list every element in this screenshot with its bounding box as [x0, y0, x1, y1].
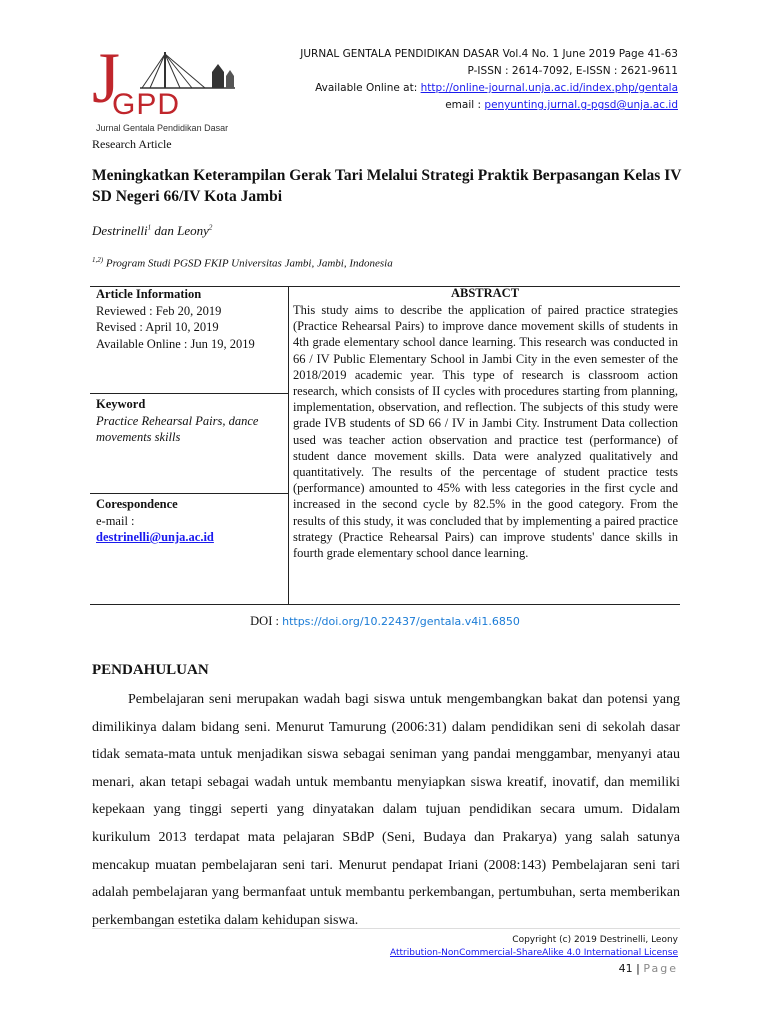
- keyword-block: [96, 396, 286, 446]
- journal-email-line: [445, 97, 678, 114]
- info-divider-2: [90, 493, 288, 494]
- page-number: [619, 962, 678, 975]
- article-title: Meningkatkan Keterampilan Gerak Tari Melalui Strategi Praktik Berpasangan Kelas IV SD Negeri 66/IV Kota Jambi: [92, 167, 682, 205]
- author-2: dan Leony: [154, 223, 209, 238]
- article-information-heading: Article Information: [96, 287, 202, 301]
- keywords: Practice Rehearsal Pairs, dance movements skills: [96, 413, 259, 444]
- table-bottom-rule: [90, 604, 680, 605]
- doi-line: [90, 614, 680, 629]
- logo-letter: J: [92, 38, 121, 118]
- article-information-block: [96, 286, 286, 352]
- author-1-affil-mark: 1: [147, 223, 152, 232]
- keyword-heading: Keyword: [96, 397, 146, 411]
- article-type: Research Article: [92, 137, 172, 151]
- correspondence-heading: Corespondence: [96, 497, 178, 511]
- authors: [92, 223, 212, 239]
- abstract-heading: ABSTRACT: [450, 286, 520, 300]
- doi-link[interactable]: https://doi.org/10.22437/gentala.v4i1.6850: [282, 615, 520, 628]
- body-paragraph: Pembelajaran seni merupakan wadah bagi siswa untuk mengembangkan bakat dan potensi yang dimilikinya dalam bidang seni. Menurut Tamurung (2006:31) dalam pendidikan seni di sekolah dasar tidak semata-mata untuk menjadikan siswa sebagai seniman yang pandai menggambar, menyanyi atau menari, akan tetapi sebagai wadah untuk membantu menyiapkan siswa kreatif, inovatif, dan memiliki kepekaan yang tinggi seperti yang dinyatakan dalam tujuan pendidikan secara umum. Didalam kurikulum 2013 terdapat mata pelajaran SBdP (Seni, Budaya dan Prakarya) yang salah satunya mencakup muatan pembelajaran seni tari. Menurut pendapat Iriani (2008:143) Pembelajaran seni tari adalah pembelajaran yang bermanfaat untuk membantu perkembangan, pertumbuhan, serta memberikan perkembangan estetika dalam kehidupan siswa.: [92, 692, 680, 928]
- correspondence-email-link[interactable]: destrinelli@unja.ac.id: [96, 530, 214, 544]
- page-word: Page: [643, 962, 678, 975]
- section-title: PENDAHULUAN: [92, 662, 209, 678]
- column-divider: [288, 286, 289, 605]
- journal-email-label: email :: [445, 99, 482, 111]
- journal-volume-line: JURNAL GENTALA PENDIDIKAN DASAR Vol.4 No. 1 June 2019 Page 41-63: [300, 48, 678, 60]
- page-separator: |: [636, 962, 640, 975]
- affiliation: [92, 256, 393, 270]
- info-divider-1: [90, 393, 288, 394]
- footer-rule: [92, 928, 680, 929]
- available-online-label: Available Online at:: [315, 82, 418, 94]
- affiliation-mark: 1,2): [92, 256, 104, 264]
- available-online-line: [315, 80, 678, 97]
- correspondence-block: [96, 496, 286, 546]
- available-online-date: Available Online : Jun 19, 2019: [96, 336, 255, 351]
- license-link[interactable]: Attribution-NonCommercial-ShareAlike 4.0 International License: [389, 948, 678, 958]
- revised-date: Revised : April 10, 2019: [96, 320, 219, 334]
- logo-initials: GPD: [112, 88, 181, 121]
- author-2-affil-mark: 2: [208, 223, 213, 232]
- correspondence-email-label: e-mail :: [96, 513, 135, 528]
- journal-email-link[interactable]: penyunting.jurnal.g-pgsd@unja.ac.id: [484, 99, 678, 111]
- logo-subtitle: Jurnal Gentala Pendidikan Dasar: [96, 123, 229, 133]
- page-number-value: 41: [618, 962, 633, 975]
- journal-logo: [92, 38, 242, 138]
- doi-label: DOI :: [250, 614, 279, 628]
- reviewed-date: Reviewed : Feb 20, 2019: [96, 303, 222, 318]
- abstract-text: This study aims to describe the application of paired practice strategies (Practice Rehearsal Pairs) to improve dance movement skills of students in 4th grade elementary school dance learning. This research was conducted in 66 / IV Public Elementary School in Jambi City in the even semester of the 2018/2019 academic year. This type of research is classroom action research, which consists of II cycles with procedures starting from planning, implementation, observation, and reflection. The subjects of this study were grade IVB students of SD 66 / IV in Jambi City. Instrument Data collection used was teacher action observation and practice test (performance) of student dance movement skills. Data were analyzed qualitatively and quantitatively. The results of the percentage of student practice tests (performance) amounted to 45% with less categories in the first cycle and increased in the second cycle by 82.5% in the good category. From the results of this study, it was concluded that by implementing a paired practice strategy (Practice Rehearsal Pairs) can improve students' dance skills in fourth grade elementary school dance learning.: [293, 303, 678, 561]
- copyright-text: Copyright (c) 2019 Destrinelli, Leony: [512, 935, 678, 945]
- author-1: Destrinelli: [92, 223, 148, 238]
- bridge-skyline-icon: [130, 48, 240, 93]
- issn-line: P-ISSN : 2614-7092, E-ISSN : 2621-9611: [467, 65, 678, 77]
- journal-url-link[interactable]: http://online-journal.unja.ac.id/index.php/gentala: [420, 82, 678, 94]
- copyright-block: [390, 934, 678, 960]
- affiliation-text: Program Studi PGSD FKIP Universitas Jambi, Jambi, Indonesia: [105, 257, 393, 270]
